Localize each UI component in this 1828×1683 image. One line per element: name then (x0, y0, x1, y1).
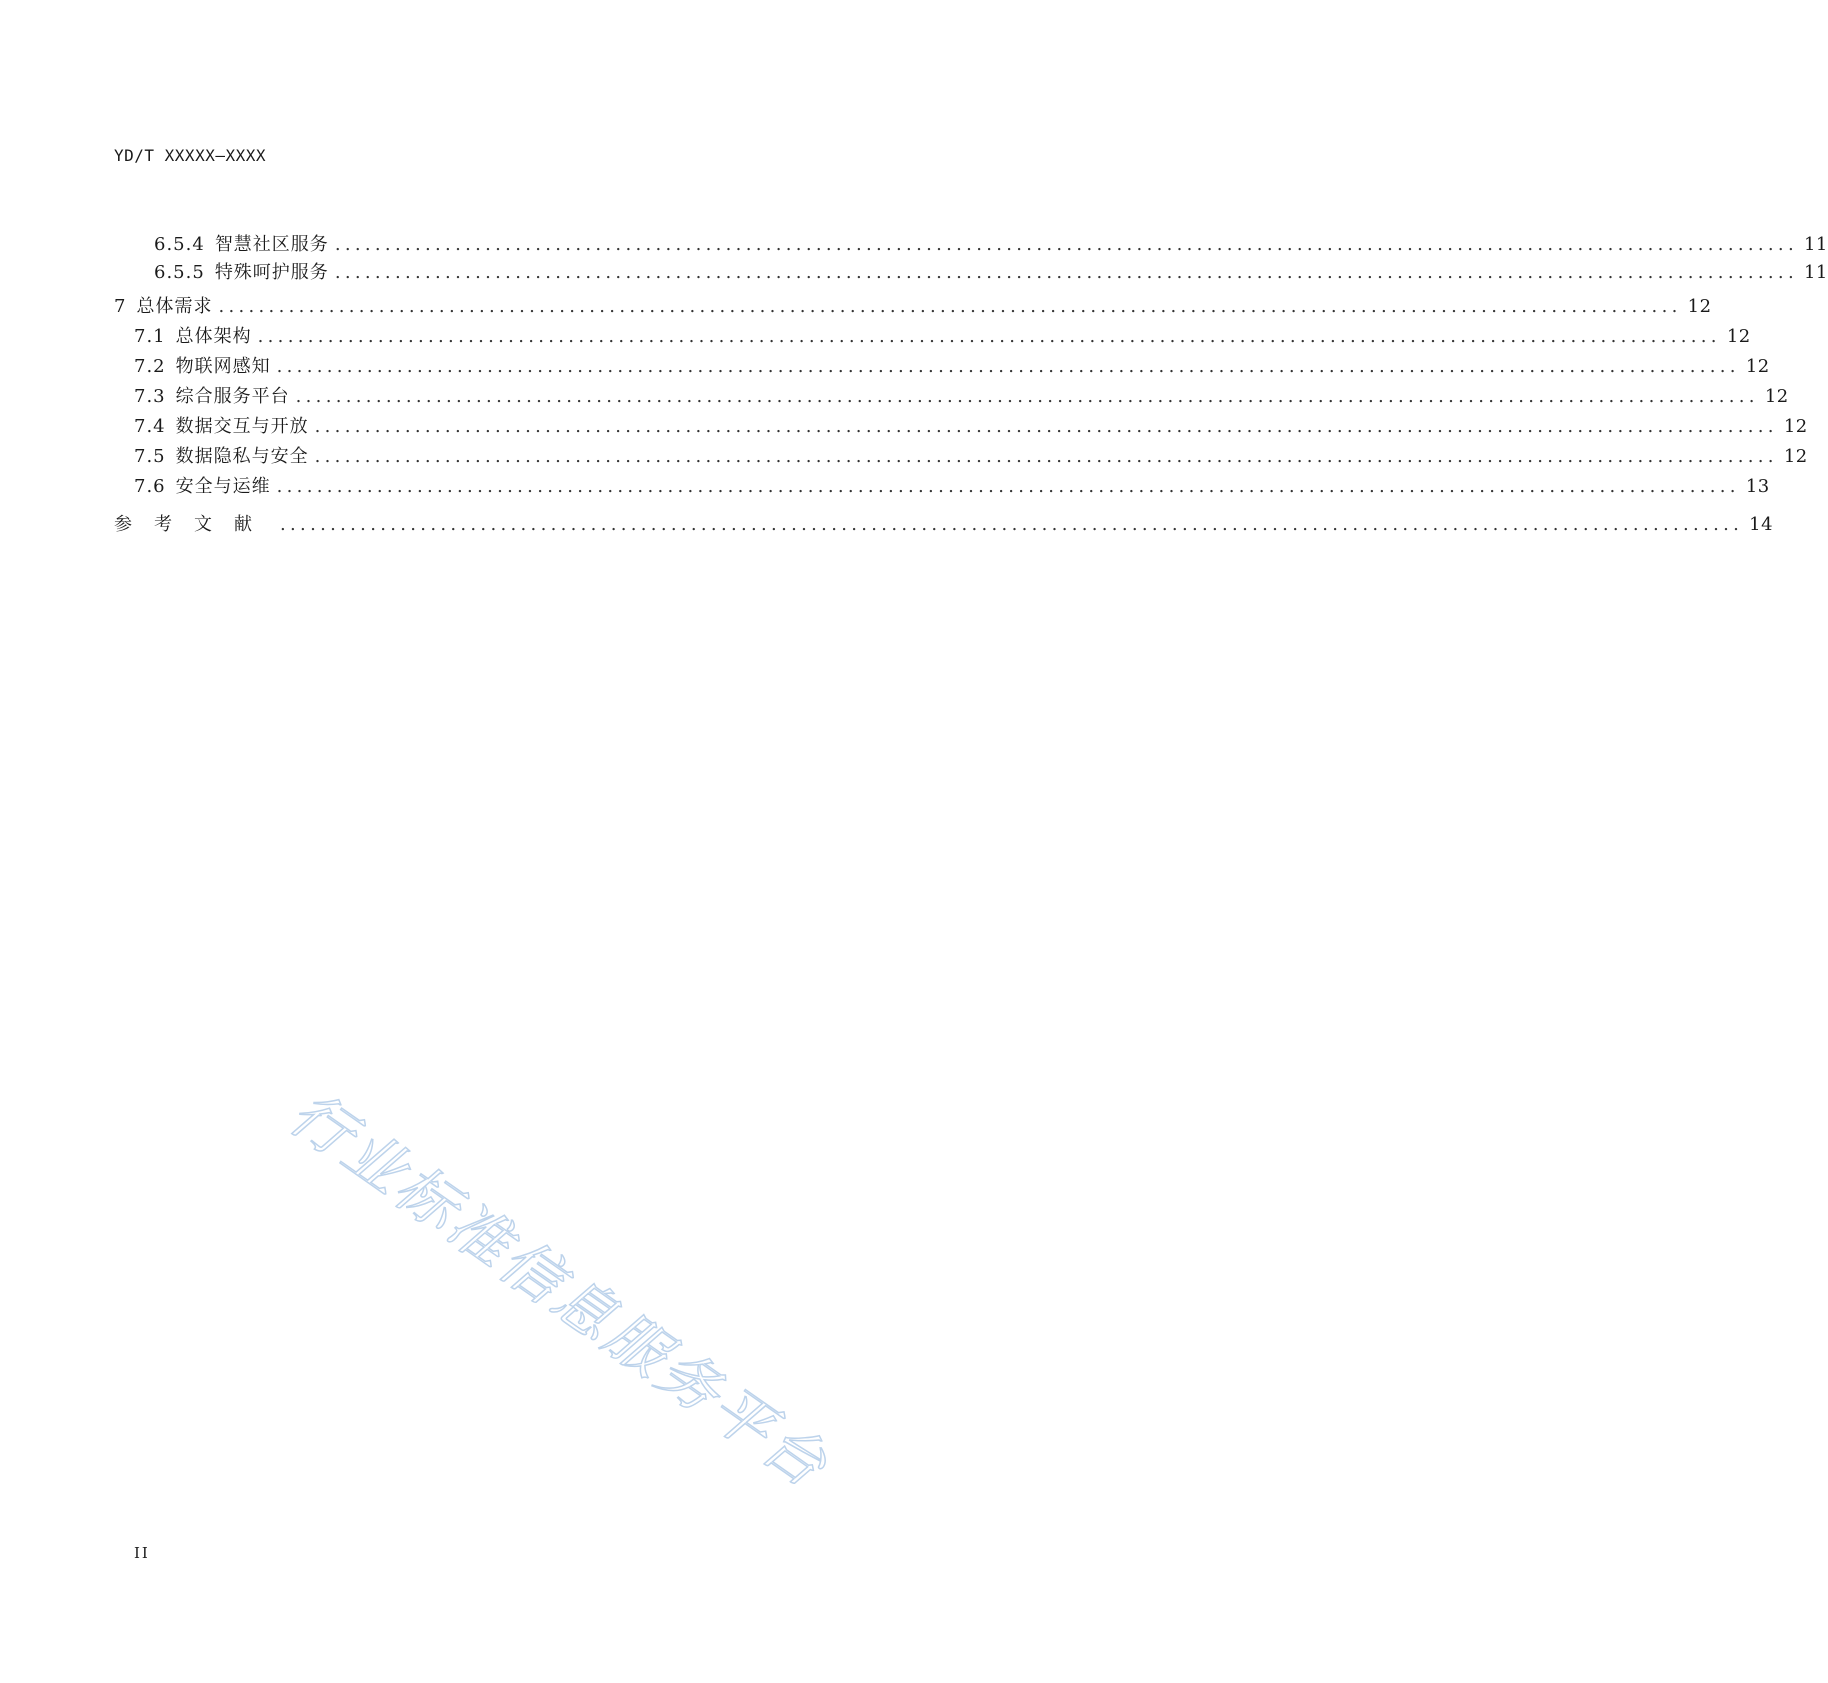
toc-entry[interactable] (114, 295, 1712, 319)
document-code: YD/T XXXXX—XXXX (114, 146, 266, 165)
toc-entry-page: 11 (1803, 234, 1828, 255)
toc-entry-number: 7.2 (134, 356, 166, 377)
toc-entry-page: 14 (1749, 514, 1774, 535)
toc-entry[interactable] (134, 355, 1770, 379)
toc-entry-title: 总体需求 (136, 296, 213, 317)
toc-leader-dots: .................................................................................................................................................. (276, 476, 1740, 497)
toc-leader-dots: .................................................................................................................................................. (295, 386, 1759, 407)
toc-entry[interactable] (134, 415, 1808, 439)
toc-entry-page: 12 (1687, 296, 1712, 317)
toc-leader-dots: .................................................................................................................................................. (257, 326, 1721, 347)
toc-entry-number: 7.1 (134, 326, 166, 347)
toc-entry[interactable] (134, 475, 1770, 499)
toc-leader-dots: .................................................................................................................................................. (218, 296, 1682, 317)
toc-entry-number: 7.4 (134, 416, 166, 437)
table-of-contents (0, 0, 1828, 600)
toc-entry-number: 7 (114, 296, 127, 317)
watermark-text: 行业标准信息服务平台 (277, 1078, 842, 1503)
toc-entry[interactable] (134, 445, 1808, 469)
toc-entry-number: 7.6 (134, 476, 166, 497)
toc-entry[interactable] (134, 325, 1751, 349)
toc-entry-number: 6.5.4 (154, 234, 205, 255)
toc-leader-dots: .................................................................................................................................................. (334, 262, 1798, 283)
toc-entry[interactable] (114, 513, 1774, 537)
toc-entry-title: 数据交互与开放 (175, 416, 309, 437)
toc-entry-title: 综合服务平台 (175, 386, 290, 407)
toc-leader-dots: .................................................................................................................................................. (334, 234, 1798, 255)
toc-entry-page: 13 (1745, 476, 1770, 497)
page-number: II (134, 1544, 150, 1562)
toc-entry-page: 12 (1764, 386, 1789, 407)
toc-entry[interactable] (134, 385, 1789, 409)
toc-entry-number: 6.5.5 (154, 262, 205, 283)
toc-leader-dots: .................................................................................................................................................. (276, 356, 1740, 377)
toc-leader-dots: .................................................................................................................................................. (314, 416, 1778, 437)
toc-entry-number: 7.5 (134, 446, 166, 467)
toc-leader-dots: .................................................................................................................................................. (314, 446, 1778, 467)
toc-entry-page: 12 (1726, 326, 1751, 347)
toc-entry-title: 总体架构 (175, 326, 252, 347)
toc-entry-title: 物联网感知 (175, 356, 271, 377)
toc-entry-number: 7.3 (134, 386, 166, 407)
toc-entry-page: 12 (1783, 416, 1808, 437)
toc-entry-page: 12 (1745, 356, 1770, 377)
toc-entry-page: 11 (1803, 262, 1828, 283)
toc-entry[interactable] (154, 233, 1828, 257)
toc-entry-page: 12 (1783, 446, 1808, 467)
toc-entry-title: 特殊呵护服务 (214, 262, 329, 283)
toc-entry-title: 安全与运维 (175, 476, 271, 497)
toc-entry-title: 智慧社区服务 (214, 234, 329, 255)
toc-entry-title: 数据隐私与安全 (175, 446, 309, 467)
toc-entry[interactable] (154, 261, 1828, 285)
toc-entry-title: 参考文献 (114, 514, 274, 535)
toc-leader-dots: .................................................................................................................................................. (280, 514, 1744, 535)
